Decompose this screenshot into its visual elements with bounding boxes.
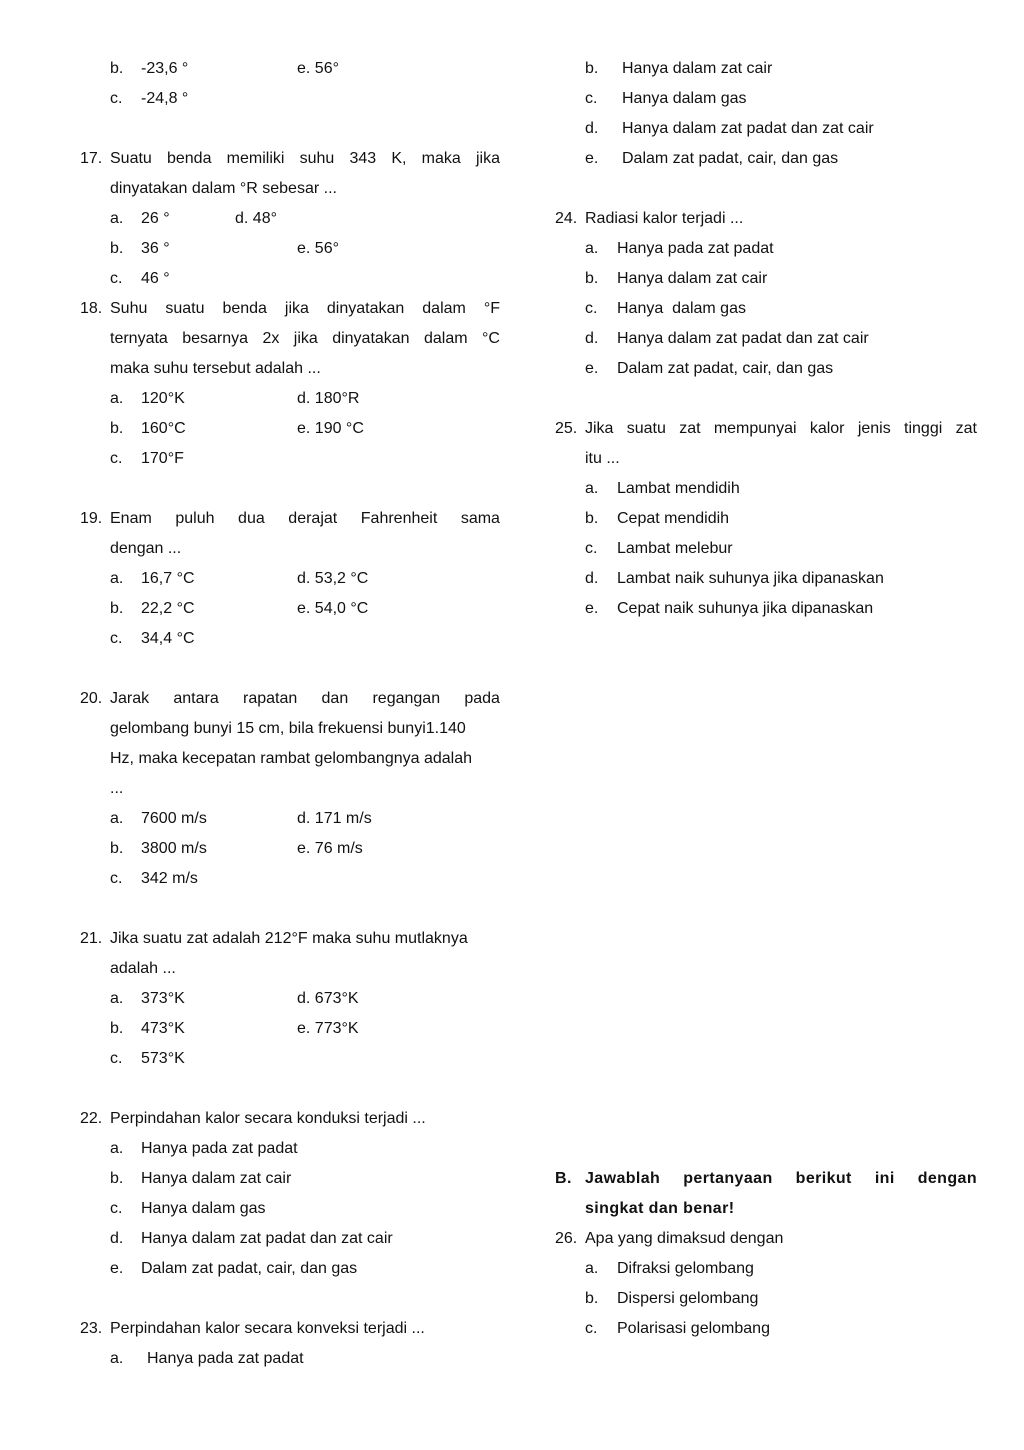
question-text-cont <box>80 324 500 354</box>
question-text-justified <box>110 324 500 354</box>
q25-option-b <box>555 504 977 534</box>
question-22 <box>80 1104 500 1134</box>
q16-option-row <box>80 54 500 84</box>
option-letter: a. <box>110 390 124 407</box>
word: dengan <box>917 1170 977 1187</box>
question-21 <box>80 924 500 954</box>
q22-option-c <box>80 1194 500 1224</box>
word: zat <box>679 420 701 437</box>
section-title-cont: singkat dan benar! <box>585 1200 735 1217</box>
option-text: e. 56° <box>297 60 339 77</box>
option-letter: a. <box>585 240 599 257</box>
option-text: Hanya pada zat padat <box>141 1140 298 1157</box>
option-text: -24,8 ° <box>141 90 189 107</box>
word: derajat <box>288 510 338 527</box>
q24-option-c <box>555 294 977 324</box>
word: sama <box>460 510 500 527</box>
word: puluh <box>175 510 215 527</box>
word: K, <box>391 150 407 167</box>
q24-option-b <box>555 264 977 294</box>
option-text: Hanya dalam gas <box>622 90 747 107</box>
word: Jawablah <box>585 1170 661 1187</box>
question-25 <box>555 414 977 444</box>
option-text: e. 773°K <box>297 1020 359 1037</box>
option-letter: a. <box>585 1260 599 1277</box>
question-number: 21. <box>80 930 103 947</box>
option-text: 342 m/s <box>141 870 198 887</box>
option-text: Lambat melebur <box>617 540 733 557</box>
word: mempunyai <box>713 420 797 437</box>
word: dan <box>321 690 349 707</box>
word: 2x <box>262 330 280 347</box>
q20-option-row <box>80 804 500 834</box>
option-text: Lambat mendidih <box>617 480 740 497</box>
question-number: 26. <box>555 1230 578 1247</box>
option-text: d. 171 m/s <box>297 810 372 827</box>
option-text: Cepat mendidih <box>617 510 730 527</box>
option-text: Hanya dalam zat cair <box>617 270 768 287</box>
option-text: 573°K <box>141 1050 185 1067</box>
question-text-cont: adalah ... <box>110 960 176 977</box>
word: benda <box>222 300 267 317</box>
option-letter: c. <box>110 870 123 887</box>
option-text: e. 56° <box>297 240 339 257</box>
q25-option-a <box>555 474 977 504</box>
question-number: 17. <box>80 150 103 167</box>
option-letter: d. <box>585 120 599 137</box>
option-text: d. 180°R <box>297 390 360 407</box>
option-letter: c. <box>110 270 123 287</box>
option-letter: a. <box>110 210 124 227</box>
q19-option-row <box>80 594 500 624</box>
question-text <box>110 504 500 534</box>
question-text-cont: dengan ... <box>110 540 182 557</box>
q17-option-row <box>80 264 500 294</box>
option-letter: b. <box>585 60 599 77</box>
question-text-cont: maka suhu tersebut adalah ... <box>110 360 321 377</box>
option-text: Hanya dalam zat padat dan zat cair <box>617 330 869 347</box>
option-letter: b. <box>110 240 124 257</box>
word: antara <box>173 690 219 707</box>
question-number: 22. <box>80 1110 103 1127</box>
option-letter: c. <box>110 90 123 107</box>
word: dinyatakan <box>326 300 405 317</box>
word: suhu <box>299 150 335 167</box>
q23-option-e <box>555 144 977 174</box>
word: dua <box>238 510 265 527</box>
question-text: Apa yang dimaksud dengan <box>585 1230 784 1247</box>
word: dalam <box>423 330 468 347</box>
question-text-cont: itu ... <box>585 450 620 467</box>
word: suatu <box>165 300 205 317</box>
option-letter: b. <box>110 600 124 617</box>
section-label: B. <box>555 1170 572 1187</box>
option-text: 473°K <box>141 1020 185 1037</box>
left-column <box>80 54 500 1374</box>
option-text: Dispersi gelombang <box>617 1290 759 1307</box>
question-number: 20. <box>80 690 103 707</box>
word: besarnya <box>182 330 249 347</box>
word: pada <box>464 690 500 707</box>
word: Fahrenheit <box>360 510 438 527</box>
q25-option-d <box>555 564 977 594</box>
option-letter: a. <box>110 810 124 827</box>
option-letter: c. <box>110 1050 123 1067</box>
option-letter: e. <box>110 1260 124 1277</box>
word: jenis <box>857 420 891 437</box>
q18-option-row <box>80 384 500 414</box>
q18-option-row <box>80 444 500 474</box>
option-text: 46 ° <box>141 270 170 287</box>
q24-option-a <box>555 234 977 264</box>
option-letter: b. <box>110 840 124 857</box>
q17-option-row <box>80 234 500 264</box>
word: suatu <box>626 420 666 437</box>
section-title <box>585 1164 977 1194</box>
word: regangan <box>372 690 441 707</box>
q26-item-c <box>555 1314 977 1344</box>
option-text: 160°C <box>141 420 186 437</box>
option-letter: e. <box>585 360 599 377</box>
word: Suhu <box>110 300 148 317</box>
option-text: Cepat naik suhunya jika dipanaskan <box>617 600 874 617</box>
word: benda <box>166 150 212 167</box>
option-letter: c. <box>585 1320 598 1337</box>
q16-option-row <box>80 84 500 114</box>
word: tinggi <box>904 420 943 437</box>
q21-option-row <box>80 1044 500 1074</box>
word: dinyatakan <box>332 330 410 347</box>
word: kalor <box>809 420 845 437</box>
option-text: e. 76 m/s <box>297 840 363 857</box>
word: Enam <box>110 510 152 527</box>
word: rapatan <box>243 690 298 707</box>
option-text: 120°K <box>141 390 185 407</box>
q20-option-row <box>80 864 500 894</box>
option-letter: a. <box>110 1140 124 1157</box>
option-letter: a. <box>585 480 599 497</box>
word: jika <box>475 150 500 167</box>
option-letter: b. <box>110 1020 124 1037</box>
option-letter: a. <box>110 990 124 1007</box>
option-letter: b. <box>110 1170 124 1187</box>
option-text: 7600 m/s <box>141 810 207 827</box>
question-text <box>110 144 500 174</box>
option-letter: b. <box>585 510 599 527</box>
option-letter: c. <box>585 300 598 317</box>
option-letter: e. <box>585 600 599 617</box>
question-text <box>110 294 500 324</box>
question-text-cont: dinyatakan dalam °R sebesar ... <box>110 180 337 197</box>
option-text: Hanya dalam zat cair <box>622 60 773 77</box>
q23-option-a <box>80 1344 500 1374</box>
option-letter: b. <box>110 420 124 437</box>
option-text: 36 ° <box>141 240 170 257</box>
question-text <box>585 414 977 444</box>
option-letter: c. <box>585 90 598 107</box>
question-text: Perpindahan kalor secara konveksi terjadi ... <box>110 1320 425 1337</box>
option-text: Dalam zat padat, cair, dan gas <box>622 150 839 167</box>
right-column <box>555 54 977 1344</box>
question-23 <box>80 1314 500 1344</box>
option-text: Dalam zat padat, cair, dan gas <box>617 360 834 377</box>
q22-option-d <box>80 1224 500 1254</box>
option-text: d. 48° <box>235 210 277 227</box>
word: °F <box>483 300 500 317</box>
q19-option-row <box>80 564 500 594</box>
option-text: 373°K <box>141 990 185 1007</box>
q23-option-b <box>555 54 977 84</box>
q26-item-a <box>555 1254 977 1284</box>
word: pertanyaan <box>683 1170 773 1187</box>
word: 343 <box>349 150 377 167</box>
q22-option-b <box>80 1164 500 1194</box>
option-letter: b. <box>110 60 124 77</box>
option-text: Polarisasi gelombang <box>617 1320 770 1337</box>
option-text: 22,2 °C <box>141 600 195 617</box>
option-letter: c. <box>110 1200 123 1217</box>
q17-option-row <box>80 204 500 234</box>
q22-option-a <box>80 1134 500 1164</box>
question-text: Perpindahan kalor secara konduksi terjadi ... <box>110 1110 426 1127</box>
q24-option-d <box>555 324 977 354</box>
question-number: 19. <box>80 510 103 527</box>
question-26 <box>555 1224 977 1254</box>
option-letter: d. <box>585 330 599 347</box>
word: memiliki <box>226 150 285 167</box>
option-text: Dalam zat padat, cair, dan gas <box>141 1260 358 1277</box>
word: Suatu <box>110 150 152 167</box>
question-text-cont: ... <box>110 780 124 797</box>
word: jika <box>284 300 309 317</box>
question-text: Jika suatu zat adalah 212°F maka suhu mutlaknya <box>110 930 468 947</box>
option-text: Hanya dalam zat cair <box>141 1170 292 1187</box>
question-number: 23. <box>80 1320 103 1337</box>
question-number: 18. <box>80 300 103 317</box>
option-text: 3800 m/s <box>141 840 207 857</box>
question-text: Radiasi kalor terjadi ... <box>585 210 744 227</box>
question-number: 24. <box>555 210 578 227</box>
option-letter: a. <box>110 1350 124 1367</box>
q18-option-row <box>80 414 500 444</box>
question-text <box>110 684 500 714</box>
option-text: e. 54,0 °C <box>297 600 369 617</box>
question-24 <box>555 204 977 234</box>
option-letter: c. <box>110 630 123 647</box>
word: ternyata <box>110 330 168 347</box>
option-text: Hanya dalam zat padat dan zat cair <box>141 1230 393 1247</box>
option-text: 34,4 °C <box>141 630 195 647</box>
option-letter: c. <box>110 450 123 467</box>
q23-option-c <box>555 84 977 114</box>
option-letter: a. <box>110 570 124 587</box>
question-text-cont: Hz, maka kecepatan rambat gelombangnya adalah <box>110 750 472 767</box>
option-text: Hanya pada zat padat <box>617 240 774 257</box>
word: berikut <box>795 1170 852 1187</box>
q21-option-row <box>80 984 500 1014</box>
word: jika <box>293 330 318 347</box>
question-text-cont: gelombang bunyi 15 cm, bila frekuensi bunyi1.140 <box>110 720 466 737</box>
word: dalam <box>422 300 466 317</box>
word: ini <box>874 1170 895 1187</box>
word: maka <box>421 150 461 167</box>
question-18 <box>80 294 500 324</box>
option-text: Hanya dalam zat padat dan zat cair <box>622 120 874 137</box>
option-letter: e. <box>585 150 599 167</box>
option-letter: c. <box>585 540 598 557</box>
q23-option-d <box>555 114 977 144</box>
question-19 <box>80 504 500 534</box>
q25-option-e <box>555 594 977 624</box>
option-text: Hanya dalam gas <box>617 300 746 317</box>
q21-option-row <box>80 1014 500 1044</box>
word: zat <box>955 420 977 437</box>
option-text: 26 ° <box>141 210 170 227</box>
q19-option-row <box>80 624 500 654</box>
question-17 <box>80 144 500 174</box>
question-20 <box>80 684 500 714</box>
option-text: e. 190 °C <box>297 420 364 437</box>
option-text: 16,7 °C <box>141 570 195 587</box>
option-text: d. 673°K <box>297 990 359 1007</box>
option-text: Hanya pada zat padat <box>147 1350 304 1367</box>
option-letter: b. <box>585 1290 599 1307</box>
option-letter: d. <box>110 1230 124 1247</box>
option-text: d. 53,2 °C <box>297 570 369 587</box>
section-b-heading <box>555 1164 977 1194</box>
option-text: Hanya dalam gas <box>141 1200 266 1217</box>
word: Jika <box>585 420 614 437</box>
option-text: Difraksi gelombang <box>617 1260 754 1277</box>
q22-option-e <box>80 1254 500 1284</box>
q25-option-c <box>555 534 977 564</box>
question-number: 25. <box>555 420 578 437</box>
q24-option-e <box>555 354 977 384</box>
option-text: 170°F <box>141 450 184 467</box>
option-letter: d. <box>585 570 599 587</box>
q26-item-b <box>555 1284 977 1314</box>
option-text: Lambat naik suhunya jika dipanaskan <box>617 570 884 587</box>
word: Jarak <box>110 690 150 707</box>
word: °C <box>481 330 500 347</box>
option-letter: b. <box>585 270 599 287</box>
q20-option-row <box>80 834 500 864</box>
option-text: -23,6 ° <box>141 60 189 77</box>
blank-space <box>555 624 977 1164</box>
